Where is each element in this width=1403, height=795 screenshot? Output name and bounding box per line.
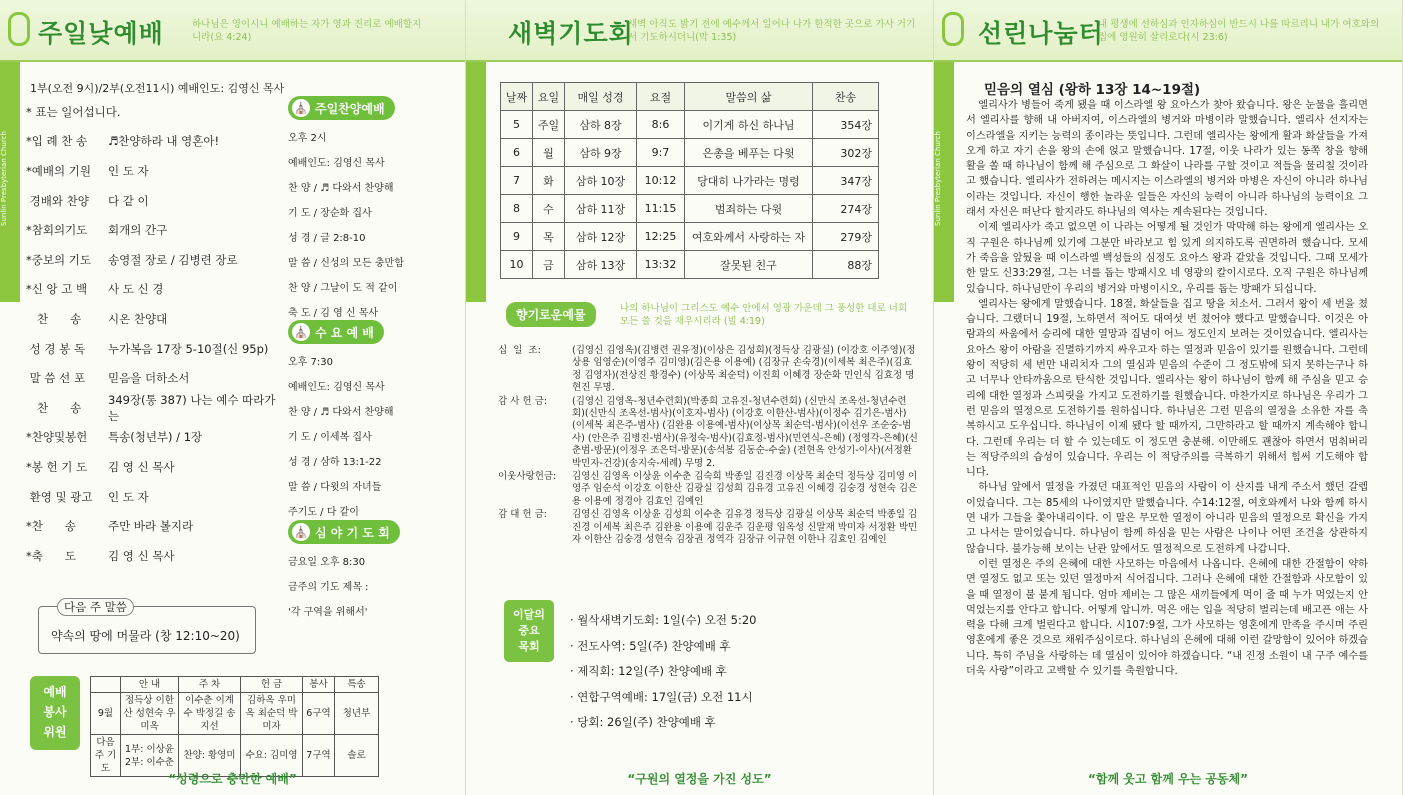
sermon-paragraph: 이런 열정은 주의 은혜에 대한 사모하는 마음에서 나옵니다. 은혜에 대한 간절함이 약하면 열정도 없고 또는 있던 열정마저 식어집니다. 그러나 은혜에 대한 간절함과 사모함이 있을 때 열정이 불 붙게 됩니다. 엄마 제비는 그 많은 새끼들에게 먹이 줄 때 누가 먹었는지 안 먹었는지를 안다고 합니다. 어떻게 압니까. 먹은 애는 입을 적당히 벌리는데 배고픈 애는 사력을 다해 크게 벌린다고 합니다. 시107:9절, 그가 사모하는 영혼에게 만족을 주시며 주린 영혼에게 좋은 것으로 채워주심이로다. 하나님의 은혜에 대해 이런 갈망함이 있어야 하겠습니다. 특히 주님을 사랑하는 데 열심이 있어야 하겠습니다. “내 진정 소원이 내 구주 예수를 더욱 사랑”이라고 고백할 수 있기를 축원합니다. [966,558,1368,677]
service-head: 특송 [335,677,379,693]
church-icon: ⛪ [292,523,310,541]
order-value: 특송(청년부) / 1장 [108,430,203,445]
service-committee-tag [30,676,80,750]
service-head: 안 내 [121,677,179,693]
order-label: 성 경 봉 독 [26,341,86,356]
footer-slogan: “함께 웃고 함께 우는 공동체” [1088,772,1248,786]
schedule-cell: 7 [501,167,533,195]
order-row [26,511,276,541]
schedule-cell: 삼하 8장 [565,111,637,139]
church-strip: Sunlin Presbyterian Church [934,62,954,302]
praise-line: 예배인도: 김영신 목사 [288,158,385,169]
schedule-cell: 274장 [813,195,879,223]
order-row [26,304,276,334]
order-value: 송영절 장로 / 김병련 장로 [108,252,238,267]
schedule-cell: 삼하 10장 [565,167,637,195]
sermon-paragraph: 하나님 앞에서 열정을 가졌던 대표적인 믿음의 사람이 이 산지를 내게 주소서 했던 갈렙이었습니다. 그는 85세의 나이였지만 말했습니다. 수14:12절, 여호와께서 나와 함께 하시면 내가 그들을 쫓아내리이다. 이 말은 무모한 열정이 아니라 믿음의 열정으로 확신을 가지고 나서는 말이었습니다. 하나님이 함께 하심을 믿는 사람은 나이나 어떤 조건을 상관하지 않습니다. 불가능해 보이는 난관 앞에서도 열정적으로 도전하게 나갑니다. [966,482,1368,555]
church-icon: ⛪ [292,323,310,341]
service-head-row [91,677,379,693]
schedule-head-row [501,83,879,111]
wed-line: 찬 양 / ♬ 다와서 찬양해 [288,407,394,418]
monthly-tag [504,600,554,662]
schedule-row [501,139,879,167]
order-row [26,186,276,216]
service-cell: 7구역 [303,735,335,777]
order-value: 회개의 간구 [108,223,168,238]
order-row [26,423,276,453]
night-line: '각 구역을 위해서' [288,607,368,618]
schedule-cell: 잘못된 친구 [685,251,813,279]
monthly-item: · 제직회: 12일(주) 찬양예배 후 [570,664,727,678]
header-verse: 내 평생에 선하심과 인자하심이 반드시 나를 따르리니 내가 여호와의 집에 영원히 살리로다(시 23:6) [1098,19,1380,43]
clip-icon [942,12,964,46]
service-cell: 1부: 이상윤 2부: 이수춘 [121,735,179,777]
sermon-paragraph: 이제 엘리사가 죽고 없으면 이 나라는 어떻게 될 것인가 막막해 하는 왕에게 엘리사는 오직 구원은 하나님께 있기에 그분만 바라보고 힘 있게 의지하도록 권면하려 했습니다. 모세가 죽음을 앞뒀을 때 이스라엘 백성들의 심정도 요아스 왕과 같았을 것입니다. 그때 모세가 한 말도 신33:29절, 그는 너를 돕는 방패시오 네 영광의 칼이시로다. 오직 구원은 하나님께 있습니다. 하나님만이 우리의 병거와 마병이시오, 우리를 돕는 방패가 되십니다. [966,222,1368,295]
service-cell: 김하옥 우미옥 최순덕 박미자 [241,693,303,735]
worship-order [26,97,276,571]
service-cell: 이수춘 이계수 박정길 송지선 [179,693,241,735]
order-row [26,245,276,275]
offering-group [498,471,918,508]
order-value: 김 영 신 목사 [108,548,175,563]
section-title: 새벽기도회 [508,19,634,48]
monthly-events [570,612,756,740]
footer-slogan: “성령으로 충만한 예배” [168,772,297,786]
order-row [26,541,276,571]
schedule-cell: 금 [533,251,565,279]
wednesday-pill: ⛪ 수 요 예 배 [288,320,384,344]
church-strip: Sunlin Presbyterian Church [0,62,20,302]
order-label: 찬 송 [26,400,82,415]
schedule-row [501,195,879,223]
panel-sunday-worship [0,0,466,795]
offering-group [498,509,918,546]
order-label: 환영 및 광고 [26,489,93,504]
sermon-title: 믿음의 열심 (왕하 13장 14~19절) [984,82,1201,98]
schedule-head: 요절 [637,83,685,111]
schedule-cell: 삼하 11장 [565,195,637,223]
praise-line: 축 도 / 김 영 신 목사 [288,308,379,319]
panel-dawn-prayer [466,0,934,795]
praise-line: 찬 양 / ♬ 다와서 찬양해 [288,183,394,194]
wed-line: 주기도 / 다 같이 [288,507,359,518]
schedule-cell: 삼하 9장 [565,139,637,167]
offering-kind: 감 대 헌 금: [498,509,547,521]
service-cell: 9월 [91,693,121,735]
schedule-head: 말씀의 삶 [685,83,813,111]
header-verse: 하나님은 영이시니 예배하는 자가 영과 진리로 예배할지니라(요 4:24) [192,19,422,43]
next-week-verse [38,600,256,654]
night-line: 금요일 오후 8:30 [288,557,366,568]
service-head [91,677,121,693]
service-head: 헌 금 [241,677,303,693]
sermon-body [966,98,1368,679]
order-row [26,452,276,482]
order-label: *찬 송 [26,519,76,534]
schedule-cell: 8:6 [637,111,685,139]
footer-slogan: “구원의 열정을 가진 성도” [627,772,772,786]
schedule-cell: 범죄하는 다윗 [685,195,813,223]
schedule-cell: 5 [501,111,533,139]
praise-service [288,96,448,326]
wed-line: 예배인도: 김영신 목사 [288,382,385,393]
monthly-item: · 월삭새벽기도회: 1일(수) 오전 5:20 [570,613,757,627]
offering-kind: 십 일 조: [498,345,541,356]
praise-line: 오후 2시 [288,133,327,144]
service-cell: 다음주 기 도 [91,735,121,777]
order-value: 김 영 신 목사 [108,459,175,474]
service-head: 주 차 [179,677,241,693]
order-row [26,156,276,186]
order-label: 찬 송 [26,311,82,326]
offering-label: 향기로운예물 [506,302,596,327]
order-row [26,482,276,512]
night-line: 금주의 기도 제목 : [288,582,369,593]
schedule-head: 날짜 [501,83,533,111]
wed-line: 말 씀 / 다윗의 자녀들 [288,482,382,493]
tag-word: 봉사 [43,705,67,719]
sermon-paragraph: 엘리사가 병들어 죽게 됐을 때 이스라엘 왕 요아스가 찾아 왔습니다. 왕은 눈물을 흘리면서 엘리사를 향해 내 아버지여, 이스라엘의 병거와 마병이라 말했습니다. 엘리사 선지자는 이스라엘을 지키는 능력의 종이라는 뜻입니다. 그런데 엘리사는 왕에게 활과 화살들을 가져오게 하고 자기 손을 왕의 손에 얹고 말했습니다. 17절, 이웃 나라가 있는 동쪽 창을 향해 활을 쏠 때 하나님이 함께 해 주심으로 그 화살이 나라를 구할 것이고 적들을 물리칠 것이라고 했습니다. 엘리사가 전하려는 메시지는 이스라엘의 병거와 마병은 자신이 아니라 하나님이라는 것입니다. 자신이 행한 놀라운 일들은 자신의 능력이 아니라 하나님의 능력이요 그래서 자신은 떠난다 할지라도 하나님의 역사는 계속된다는 것입니다. [966,100,1368,219]
schedule-cell: 13:32 [637,251,685,279]
schedule-cell: 354장 [813,111,879,139]
offering-names: (김영신 김영옥)(김병련 권유정)(이상은 김성희)(정득상 김광실) (이강호 이주영)(정상용 임영순)(이영주 김미영)(김은용 이용예) (김장규 손숙경)(이세복 최은주)(김효정 김영자)(전상진 황경수) (이상목 최순덕) 이진희 이혜경 장순화 민인식 김효정 명현진 무명. [572,345,916,394]
order-value: 다 같 이 [108,193,149,208]
service-cell: 찬양: 황영미 [179,735,241,777]
service-cell: 정득상 이한산 성현숙 우미옥 [121,693,179,735]
schedule-cell: 여호와께서 사랑하는 자 [685,223,813,251]
order-label: *참회의기도 [26,223,88,238]
service-table [90,676,379,777]
service-row [91,693,379,735]
service-times: 1부(오전 9시)/2부(오전11시) 예배인도: 김영신 목사 [30,82,285,95]
schedule-cell: 9:7 [637,139,685,167]
offering-names: 김영신 김영옥 이상윤 김성희 이수춘 김유경 정득상 김광실 이상목 최순덕 박종일 김진경 이세복 최은주 김완용 이용예 김운주 김운평 임옥성 신말재 박미자 서정환 박민자 이한산 김숭경 성현숙 김장권 정역각 김장규 이규현 이한나 김효인 김예인 [572,509,918,546]
schedule-head: 요일 [533,83,565,111]
order-label: *신 앙 고 백 [26,282,88,297]
monthly-item: · 전도사역: 5일(주) 찬양예배 후 [570,638,731,653]
offering-names: (김영신 김영옥-청년수련회)(박종희 고유진-청년수련회) (신만식 조옥선-청년수련회)(신만식 조옥선-범사)(이호자-범사) (이강호 이한산-범사)(이정수 김기은-범사)(이세복 최은주-범사) (김완용 이용예-범사)(이상목 최순덕-범사)(이선우 조순숭-범사) (안은주 김병진-범사)(유정숙-범사)(김효정-범사)(민연식-은혜) (정영각-은혜)(신춘범-방문)(이정우 조은덕-방문)(송석봉 김동순-수술) (전현옥 안성기-이사)(서정환 박민자-건강)(송지숙-세례) 무명 2. [572,395,918,469]
schedule-cell: 12:25 [637,223,685,251]
schedule-cell: 302장 [813,139,879,167]
panel-sharing [934,0,1403,795]
order-value: 사 도 신 경 [108,282,164,297]
offering-group [498,396,918,470]
wed-line: 성 경 / 삼하 13:1-22 [288,457,382,468]
schedule-cell: 8 [501,195,533,223]
service-cell: 청년부 [335,693,379,735]
sermon-paragraph: 엘리사는 왕에게 말했습니다. 18절, 화살들을 집고 땅을 치소서. 그러서 왕이 세 번을 쳤습니다. 그랬더니 19절, 노하면서 적어도 대여섯 번 쳤어야 했다고 말했습니다. 이것은 아람과의 싸움에서 승리에 대한 열망과 집념이 어느 정도인지 보려는 것이었습니다. 엘리사는 요아스 왕이 아람을 진멸하기까지 싸우고자 하는 열정과 믿음이 있기를 원했습니다. 그런데 왕이 적당히 세 번만 내리치자 그의 열심과 믿음의 수준이 그 정도밖에 되지 못하는구나 하고 너무나 안타까움으로 탄식한 것입니다. 엘리사는 왕이 하나님이 함께 해 주심을 믿고 승리에 대한 열정과 스피릿을 가지고 도전하기를 원했습니다. 마찬가지로 하나님은 우리가 그런 믿음의 열정으로 도전하기를 원하십니다. 하나님은 그런 믿음의 열정을 소유한 자를 축복하시고 도우십니다. 하나님이 이제 됐다 할 때까지, 그만하라고 할 때까지 계속해야 합니다. 그런데 우리는 더 할 수 있는데도 이 정도면 충분해. 이만해도 괜찮아 하면서 멈춰버리는 적당주의의 습성이 있습니다. 우리는 이 적당주의를 극복하기 위해서 힘써 기도해야 합니다. [966,298,1368,479]
praise-pill: ⛪ 주일찬양예배 [288,96,395,120]
praise-line: 찬 양 / 그날이 도 적 같이 [288,283,398,294]
schedule-cell: 주일 [533,111,565,139]
service-cell: 수요: 김미영 [241,735,303,777]
schedule-cell: 삼하 13장 [565,251,637,279]
schedule-cell: 삼하 12장 [565,223,637,251]
schedule-row [501,111,879,139]
order-value: 주만 바라 볼지라 [108,519,194,534]
tag-word: 위원 [43,725,67,739]
order-label: * 표는 일어섭니다. [26,104,121,119]
order-label: *찬양및봉헌 [26,430,88,445]
schedule-cell: 은총을 베푸는 다윗 [685,139,813,167]
next-week-title: 다음 주 말씀 [57,598,134,616]
order-value: 시온 찬양대 [108,311,168,326]
tag-word: 이달의 [513,608,545,621]
order-row [26,275,276,305]
service-cell: 솔로 [335,735,379,777]
order-label: *예배의 기원 [26,163,91,178]
schedule-cell: 9 [501,223,533,251]
order-value: 누가복음 17장 5-10절(신 95p) [108,341,269,356]
schedule-cell: 월 [533,139,565,167]
order-label: *중보의 기도 [26,252,91,267]
schedule-row [501,223,879,251]
dawn-schedule-table [500,82,879,279]
order-value: 인 도 자 [108,489,149,504]
schedule-cell: 347장 [813,167,879,195]
service-cell: 6구역 [303,693,335,735]
offering-kind: 감 사 헌 금: [498,395,547,407]
praise-line: 성 경 / 글 2:8-10 [288,233,366,244]
order-value: ♬찬양하라 내 영혼아! [108,134,220,149]
order-row [26,363,276,393]
night-pill: ⛪ 심 야 기 도 회 [288,520,400,544]
clip-icon [8,12,30,46]
offering-list [498,345,918,548]
order-row [26,215,276,245]
schedule-cell: 279장 [813,223,879,251]
schedule-cell: 88장 [813,251,879,279]
night-prayer [288,520,448,625]
schedule-head: 찬송 [813,83,879,111]
header [466,0,933,62]
order-value: 믿음을 더하소서 [108,371,190,386]
offering-verse: 나의 하나님이 그리스도 예수 안에서 영광 가운데 그 풍성한 대로 너희 모든 쓸 것을 채우시리라 (빌 4:19) [620,303,908,327]
wed-line: 기 도 / 이세복 집사 [288,432,372,443]
header-verse: 새벽 아직도 밝기 전에 예수께서 일어나 나가 한적한 곳으로 가사 거기서 기도하시더니(막 1:35) [628,19,916,43]
schedule-cell: 이기게 하신 하나님 [685,111,813,139]
order-row [26,393,276,423]
schedule-cell: 화 [533,167,565,195]
tag-word: 목회 [518,640,540,653]
schedule-cell: 6 [501,139,533,167]
order-label: *축 도 [26,548,76,563]
order-row [26,97,276,127]
order-row [26,334,276,364]
wed-line: 오후 7:30 [288,357,333,368]
church-strip [466,62,486,302]
monthly-item: · 연합구역예배: 17일(금) 오전 11시 [570,689,753,704]
wednesday-service [288,320,448,525]
offering-names: 김영신 김영옥 이상윤 이수춘 김숙희 박종일 김진경 이상목 최순덕 정득상 김미영 이영주 임순석 이강호 이한산 김광실 김성희 김유경 고유진 이혜경 김숭경 성현숙 김은용 이용예 정경아 김효인 김예인 [572,471,918,507]
header [934,0,1402,62]
order-value: 인 도 자 [108,163,149,178]
section-title: 선린나눔터 [978,19,1104,48]
service-head: 봉사 [303,677,335,693]
praise-line: 말 씀 / 신성의 모든 충만함 [288,258,404,269]
order-value: 349장(통 387) 나는 예수 따라가는 [108,392,276,423]
schedule-cell: 당대히 나가라는 명령 [685,167,813,195]
order-label: 경배와 찬양 [26,193,89,208]
next-week-text: 약속의 땅에 머물라 (창 12:10~20) [51,629,240,643]
order-label: 말 씀 선 포 [26,371,86,386]
monthly-item: · 당회: 26일(주) 찬양예배 후 [570,715,716,729]
offering-kind: 이웃사랑헌금: [498,471,557,483]
section-title: 주일낮예배 [38,19,164,48]
schedule-cell: 10:12 [637,167,685,195]
schedule-cell: 수 [533,195,565,223]
schedule-cell: 11:15 [637,195,685,223]
schedule-cell: 10 [501,251,533,279]
tag-word: 예배 [43,685,67,699]
church-icon: ⛪ [292,99,310,117]
order-label: *봉 헌 기 도 [26,459,88,474]
schedule-row [501,251,879,279]
tag-word: 중요 [518,624,540,637]
order-row [26,127,276,157]
schedule-cell: 목 [533,223,565,251]
praise-line: 기 도 / 장순화 집사 [288,208,372,219]
header [0,0,465,62]
offering-group [498,345,918,395]
schedule-row [501,167,879,195]
order-label: *입 례 찬 송 [26,134,88,149]
schedule-head: 매일 성경 [565,83,637,111]
